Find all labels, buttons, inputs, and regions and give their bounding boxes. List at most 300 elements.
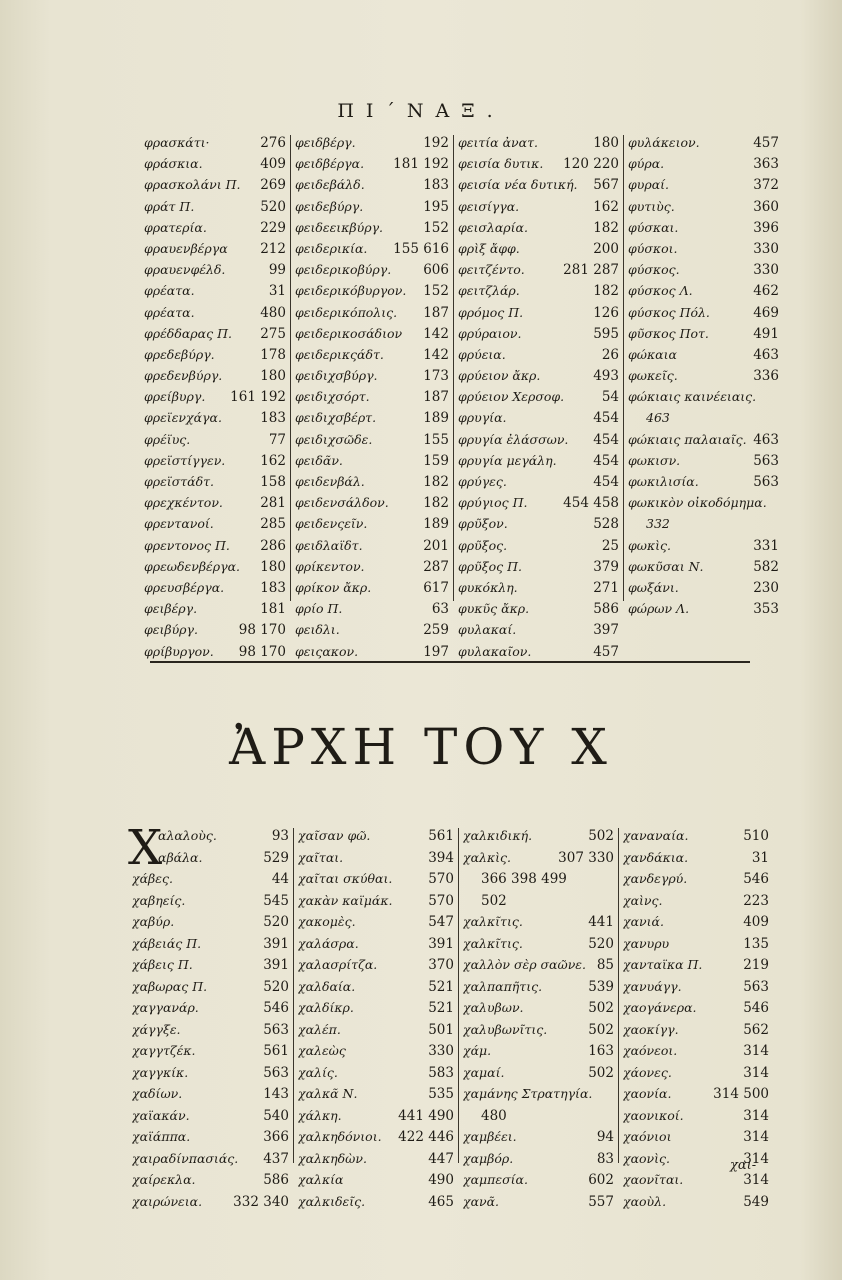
entry-term: φειτζλάρ.	[458, 283, 520, 299]
entry-term: χαλυβων.	[463, 1000, 524, 1015]
entry-page-numbers: 314 500	[713, 1086, 769, 1102]
entry-term: φειδερικία.	[295, 240, 368, 256]
entry-term: φραυενβέργα	[144, 240, 228, 256]
entry-page-numbers: 183	[260, 410, 286, 427]
index-entry	[132, 957, 289, 979]
entry-page-numbers: 454	[593, 410, 619, 427]
index-entry	[458, 453, 619, 474]
entry-page-numbers: 567	[593, 177, 619, 194]
index-entry	[628, 368, 779, 389]
drop-cap: Χ	[128, 820, 163, 876]
entry-term: φυλακαῖον.	[458, 643, 532, 659]
entry-page-numbers: 183	[423, 177, 449, 194]
entry-page-numbers: 152	[423, 219, 449, 236]
entry-page-numbers: 563	[753, 474, 779, 490]
index-entry	[132, 1000, 289, 1022]
index-entry	[144, 135, 286, 156]
entry-term: χαόνιοι	[623, 1129, 672, 1144]
entry-page-numbers: 155	[423, 431, 449, 448]
entry-page-numbers: 409	[743, 914, 769, 930]
entry-page-numbers: 163	[588, 1043, 614, 1059]
entry-page-numbers: 54	[601, 389, 619, 406]
index-entry	[298, 1065, 454, 1087]
index-entry	[463, 979, 614, 1001]
entry-page-numbers: 465	[428, 1193, 454, 1210]
index-entry	[132, 1043, 289, 1065]
index-entry	[144, 241, 286, 262]
entry-page-numbers: 281	[260, 495, 286, 512]
entry-page-numbers: 391	[263, 957, 289, 973]
entry-term: χαμβέει.	[463, 1129, 517, 1144]
index-entry	[623, 1086, 769, 1108]
entry-term: φρεδεβύργ.	[144, 346, 215, 362]
entry-term: φρεϊενχάγα.	[144, 410, 222, 426]
index-entry	[463, 871, 614, 893]
entry-page-numbers: 281 287	[563, 262, 619, 279]
entry-page-numbers: 521	[428, 978, 454, 995]
entry-page-numbers: 183	[260, 579, 286, 596]
index-entry	[298, 1000, 454, 1022]
index-entry	[458, 177, 619, 198]
entry-term: χανυρυ	[623, 935, 670, 951]
entry-page-numbers: 546	[743, 1000, 769, 1016]
index-entry	[144, 453, 286, 474]
index-entry	[295, 135, 449, 156]
index-entry	[132, 828, 289, 850]
entry-term: χανδεγρύ.	[623, 871, 688, 886]
index-entry	[132, 1108, 289, 1130]
entry-term: χάμ.	[463, 1043, 492, 1058]
entry-page-numbers: 314	[743, 1172, 769, 1188]
entry-term: φυλακαί.	[458, 622, 517, 638]
entry-term: φύσκος Πόλ.	[628, 304, 710, 320]
entry-page-numbers: 379	[593, 558, 619, 575]
entry-page-numbers: 287	[423, 558, 449, 575]
entry-term: φρίβυργον.	[144, 643, 214, 659]
entry-page-numbers: 454	[593, 452, 619, 469]
entry-page-numbers: 454	[593, 431, 619, 448]
index-entry	[458, 135, 619, 156]
entry-term: φειδβέργα.	[295, 156, 365, 172]
index-entry	[628, 220, 779, 241]
index-entry	[628, 199, 779, 220]
entry-term: χαλκιδική.	[463, 828, 533, 843]
entry-page-numbers: 520	[263, 978, 289, 995]
entry-term: χαὶνς.	[623, 892, 663, 908]
index-entry	[298, 828, 454, 850]
entry-term: χαλκῖτις.	[463, 914, 523, 929]
index-column-6	[293, 828, 458, 1210]
entry-term: φεισία δυτικ.	[458, 156, 544, 172]
entry-term: φειδιχσβέρτ.	[295, 410, 377, 426]
entry-page-numbers: 520	[260, 198, 286, 215]
entry-term: φειδιχσβύργ.	[295, 368, 378, 384]
entry-page-numbers: 463	[753, 346, 779, 363]
entry-term: φρέατα.	[144, 304, 195, 320]
entry-term: φωξάνι.	[628, 579, 679, 595]
entry-continuation: 463	[646, 410, 670, 426]
index-entry	[458, 622, 619, 643]
index-entry	[144, 262, 286, 283]
entry-page-numbers: 372	[753, 177, 779, 194]
entry-term: φώκιαις καινέειαις.	[628, 389, 757, 405]
index-entry	[623, 1043, 769, 1065]
index-entry	[628, 580, 779, 601]
index-entry	[463, 1108, 614, 1130]
entry-page-numbers: 180	[593, 135, 619, 151]
entry-term: χάονες.	[623, 1064, 672, 1080]
index-entry	[628, 326, 779, 347]
index-entry	[623, 1172, 769, 1194]
index-entry	[298, 1194, 454, 1216]
index-entry	[463, 1000, 614, 1022]
index-entry	[295, 305, 449, 326]
entry-page-numbers: 307 330	[558, 849, 614, 866]
entry-term: φρίο Π.	[295, 601, 343, 617]
entry-term: χανιά.	[623, 914, 664, 929]
entry-page-numbers: 269	[260, 177, 286, 194]
index-entry	[144, 538, 286, 559]
entry-page-numbers: 454 458	[563, 495, 619, 512]
index-entry	[144, 326, 286, 347]
index-entry	[628, 177, 779, 198]
entry-term: φειδᾶν.	[295, 452, 343, 468]
index-entry	[295, 559, 449, 580]
entry-term: φρὶξ ἄφφ.	[458, 240, 520, 256]
index-entry	[458, 516, 619, 537]
entry-term: χάλκη.	[298, 1107, 342, 1123]
entry-page-numbers: 271	[593, 579, 619, 596]
entry-term: φρέδδαρας Π.	[144, 325, 232, 341]
entry-term: φυκῦς ἄκρ.	[458, 601, 530, 617]
index-entry	[295, 580, 449, 601]
index-entry	[144, 177, 286, 198]
entry-term: φρέϊυς.	[144, 431, 191, 447]
entry-page-numbers: 197	[423, 643, 449, 660]
entry-term: φωκικὸν οἰκοδόμημα.	[628, 495, 767, 511]
entry-page-numbers: 330	[753, 262, 779, 279]
index-entry	[144, 389, 286, 410]
entry-term: φυλάκειον.	[628, 135, 700, 150]
entry-page-numbers: 586	[263, 1172, 289, 1188]
index-entry	[623, 850, 769, 872]
entry-page-numbers: 285	[260, 516, 286, 533]
entry-page-numbers: 501	[428, 1021, 454, 1038]
entry-page-numbers: 212	[260, 240, 286, 257]
index-entry	[623, 1129, 769, 1151]
entry-page-numbers: 557	[588, 1193, 614, 1210]
index-entry	[295, 453, 449, 474]
entry-page-numbers: 583	[428, 1064, 454, 1081]
index-entry	[298, 1108, 454, 1130]
entry-page-numbers: 353	[753, 601, 779, 618]
index-entry	[295, 283, 449, 304]
entry-page-numbers: 549	[743, 1193, 769, 1210]
entry-page-numbers: 457	[593, 643, 619, 660]
entry-page-numbers: 182	[423, 495, 449, 512]
entry-term: φειδενσάλδον.	[295, 495, 389, 511]
entry-page-numbers: 94	[596, 1129, 614, 1145]
index-entry	[463, 1065, 614, 1087]
index-entry	[132, 1129, 289, 1151]
index-entry	[628, 432, 779, 453]
entry-term: χανταϊκα Π.	[623, 957, 703, 972]
index-entry	[628, 241, 779, 262]
entry-term: φρείβυργ.	[144, 389, 206, 405]
entry-page-numbers: 493	[593, 368, 619, 385]
index-entry	[298, 1172, 454, 1194]
entry-term: φειδιχσῶδε.	[295, 431, 373, 447]
entry-page-numbers: 366	[263, 1129, 289, 1145]
entry-term: χαϊάππα.	[132, 1129, 191, 1144]
index-entry	[295, 177, 449, 198]
entry-page-numbers: 126	[593, 304, 619, 321]
entry-page-numbers: 180	[260, 558, 286, 575]
index-entry	[458, 601, 619, 622]
index-entry	[628, 453, 779, 474]
index-entry	[298, 979, 454, 1001]
index-entry	[295, 538, 449, 559]
index-entry	[144, 199, 286, 220]
entry-term: φειδερικοσάδιον	[295, 325, 403, 341]
entry-page-numbers: 85	[596, 957, 614, 973]
entry-term: φρῦξος Π.	[458, 558, 522, 574]
entry-term: φειδεβάλδ.	[295, 177, 365, 193]
entry-page-numbers: 314	[743, 1064, 769, 1081]
entry-page-numbers: 491	[753, 325, 779, 342]
entry-page-numbers: 181	[260, 601, 286, 618]
entry-page-numbers: 142	[423, 346, 449, 363]
index-entry	[623, 979, 769, 1001]
entry-term: χαδίων.	[132, 1086, 183, 1101]
entry-page-numbers: 441	[588, 914, 614, 930]
index-entry	[463, 1043, 614, 1065]
index-entry	[458, 199, 619, 220]
entry-term: χαϊακάν.	[132, 1107, 190, 1123]
entry-term: χάβειάς Π.	[132, 935, 202, 951]
entry-term: φειδερικόπολις.	[295, 304, 398, 320]
entry-term: χαβύρ.	[132, 914, 175, 929]
entry-page-numbers: 546	[263, 1000, 289, 1016]
entry-page-numbers: 98 170	[238, 622, 286, 639]
index-entry	[458, 326, 619, 347]
index-entry	[295, 601, 449, 622]
entry-term: φρεδενβύργ.	[144, 368, 223, 384]
entry-term: χαονικοί.	[623, 1107, 684, 1123]
index-entry	[458, 559, 619, 580]
entry-page-numbers: 391	[428, 935, 454, 952]
entry-term: χαμβόρ.	[463, 1150, 514, 1166]
section-divider-rule	[150, 661, 750, 663]
entry-term: χανδάκια.	[623, 849, 689, 865]
index-entry	[295, 220, 449, 241]
entry-page-numbers: 314	[743, 1043, 769, 1059]
index-entry	[623, 828, 769, 850]
index-entry	[295, 474, 449, 495]
entry-page-numbers: 276	[260, 135, 286, 151]
entry-term: χαονὶς.	[623, 1150, 671, 1166]
index-entry	[623, 957, 769, 979]
entry-page-numbers: 259	[423, 622, 449, 639]
index-entry	[144, 601, 286, 622]
entry-page-numbers: 44	[271, 871, 289, 887]
entry-page-numbers: 142	[423, 325, 449, 342]
entry-term: φειδενςεῖν.	[295, 516, 368, 532]
entry-page-numbers: 510	[743, 828, 769, 844]
entry-page-numbers: 158	[260, 474, 286, 490]
index-entry	[298, 1043, 454, 1065]
index-entry	[295, 156, 449, 177]
index-entry	[628, 283, 779, 304]
index-entry	[132, 850, 289, 872]
index-entry	[458, 241, 619, 262]
index-entry	[295, 262, 449, 283]
index-entry	[628, 262, 779, 283]
entry-page-numbers: 457	[753, 135, 779, 151]
entry-page-numbers: 195	[423, 198, 449, 215]
entry-page-numbers: 520	[263, 914, 289, 930]
entry-term: χαναναία.	[623, 828, 689, 843]
entry-page-numbers: 223	[743, 892, 769, 909]
entry-term: φρέατα.	[144, 283, 195, 299]
entry-page-numbers: 201	[423, 537, 449, 554]
entry-page-numbers: 561	[263, 1043, 289, 1059]
index-entry	[458, 432, 619, 453]
entry-page-numbers: 230	[753, 579, 779, 596]
entry-term: χαιραδίνπασιάς.	[132, 1150, 239, 1166]
entry-term: φειβύργ.	[144, 622, 198, 638]
index-entry	[144, 283, 286, 304]
entry-term: χάβες.	[132, 871, 173, 886]
index-entry	[463, 1172, 614, 1194]
entry-term: φρῦξος.	[458, 537, 508, 553]
entry-page-numbers: 182	[423, 474, 449, 490]
entry-term: χαλκία	[298, 1172, 344, 1187]
index-entry	[144, 368, 286, 389]
index-entry	[144, 347, 286, 368]
entry-page-numbers: 502	[588, 1021, 614, 1038]
entry-term: χαμπεσία.	[463, 1172, 528, 1187]
index-entry	[623, 936, 769, 958]
entry-page-numbers: 135	[743, 935, 769, 952]
entry-page-numbers: 547	[428, 914, 454, 930]
index-entry	[295, 347, 449, 368]
entry-term: φρατερία.	[144, 219, 207, 235]
index-entry	[458, 538, 619, 559]
index-entry	[295, 410, 449, 431]
entry-term: χαοὺλ.	[623, 1193, 667, 1209]
entry-term: χανᾶ.	[463, 1193, 500, 1209]
entry-term: φρυγία.	[458, 410, 507, 426]
entry-term: χαογάνερα.	[623, 1000, 697, 1015]
entry-page-numbers: 394	[428, 849, 454, 866]
entry-term: αβάλα.	[158, 849, 203, 865]
entry-page-numbers: 563	[263, 1021, 289, 1038]
index-entry	[144, 622, 286, 643]
entry-term: χαλκηδόνιοι.	[298, 1129, 382, 1144]
index-entry	[458, 283, 619, 304]
entry-page-numbers: 480	[260, 304, 286, 321]
entry-term: φύσκοι.	[628, 240, 678, 256]
entry-term: χαλεὼς	[298, 1043, 346, 1058]
index-column-7	[458, 828, 618, 1210]
entry-page-numbers: 189	[423, 410, 449, 427]
index-entry	[295, 516, 449, 537]
entry-page-numbers: 152	[423, 283, 449, 300]
entry-term: φράτ Π.	[144, 198, 195, 214]
entry-page-numbers: 330	[753, 240, 779, 257]
entry-term: φειβέργ.	[144, 601, 198, 617]
entry-term: χαόνεοι.	[623, 1043, 678, 1058]
index-entry	[295, 368, 449, 389]
entry-term: χαλκιδεῖς.	[298, 1193, 366, 1209]
index-entry	[132, 871, 289, 893]
entry-term: φρυγία μεγάλη.	[458, 452, 557, 468]
index-column-4	[623, 135, 783, 618]
index-column-5	[128, 820, 293, 1210]
index-entry	[458, 305, 619, 326]
entry-term: φειδβέργ.	[295, 135, 356, 150]
index-entry	[628, 495, 779, 516]
index-entry	[144, 305, 286, 326]
entry-term: φώκιαις παλαιαῖς.	[628, 431, 747, 447]
entry-page-numbers: 192	[423, 135, 449, 151]
entry-term: φειδεβύργ.	[295, 198, 364, 214]
entry-term: φειδλαϊδτ.	[295, 537, 363, 553]
entry-page-numbers: 314	[743, 1150, 769, 1167]
entry-term: χαῖται σκύθαι.	[298, 871, 393, 886]
index-entry	[144, 220, 286, 241]
index-entry	[295, 432, 449, 453]
entry-term: φειδερικοβύργ.	[295, 262, 392, 278]
entry-page-numbers: 562	[743, 1021, 769, 1038]
entry-page-numbers: 606	[423, 262, 449, 279]
entry-term: χαλασρίτζα.	[298, 957, 378, 972]
entry-term: χαλδαία.	[298, 978, 356, 994]
entry-page-numbers: 143	[263, 1086, 289, 1102]
entry-term: χαλκηδὼν.	[298, 1150, 367, 1166]
entry-term: χαλυβωνῖτις.	[463, 1021, 548, 1037]
index-entry	[458, 262, 619, 283]
entry-page-numbers: 463	[753, 431, 779, 448]
index-entry	[628, 135, 779, 156]
entry-page-numbers: 396	[753, 219, 779, 236]
entry-term: χαῖσαν φῶ.	[298, 828, 371, 843]
index-entry	[144, 580, 286, 601]
entry-term: φῦσκος Ποτ.	[628, 325, 709, 341]
index-entry	[298, 936, 454, 958]
entry-page-numbers: 490	[428, 1172, 454, 1188]
entry-term: χακὰν καϊμάκ.	[298, 892, 393, 908]
entry-continuation: 366 398 499	[481, 871, 567, 887]
index-entry	[463, 850, 614, 872]
entry-page-numbers: 83	[596, 1150, 614, 1167]
entry-continuation: 332	[646, 516, 670, 532]
entry-term: φρυγία ἐλάσσων.	[458, 431, 569, 447]
entry-term: χαμαί.	[463, 1064, 505, 1080]
entry-page-numbers: 546	[743, 871, 769, 887]
entry-term: αλαλοὺς.	[158, 828, 217, 843]
index-entry	[132, 936, 289, 958]
entry-term: χαιρώνεια.	[132, 1193, 203, 1209]
entry-term: φρίκεντον.	[295, 558, 365, 574]
entry-page-numbers: 182	[593, 219, 619, 236]
index-entry	[144, 516, 286, 537]
index-entry	[298, 1151, 454, 1173]
entry-page-numbers: 528	[593, 516, 619, 533]
entry-term: φρεϊστίγγεν.	[144, 452, 226, 468]
entry-page-numbers: 98 170	[238, 643, 286, 660]
